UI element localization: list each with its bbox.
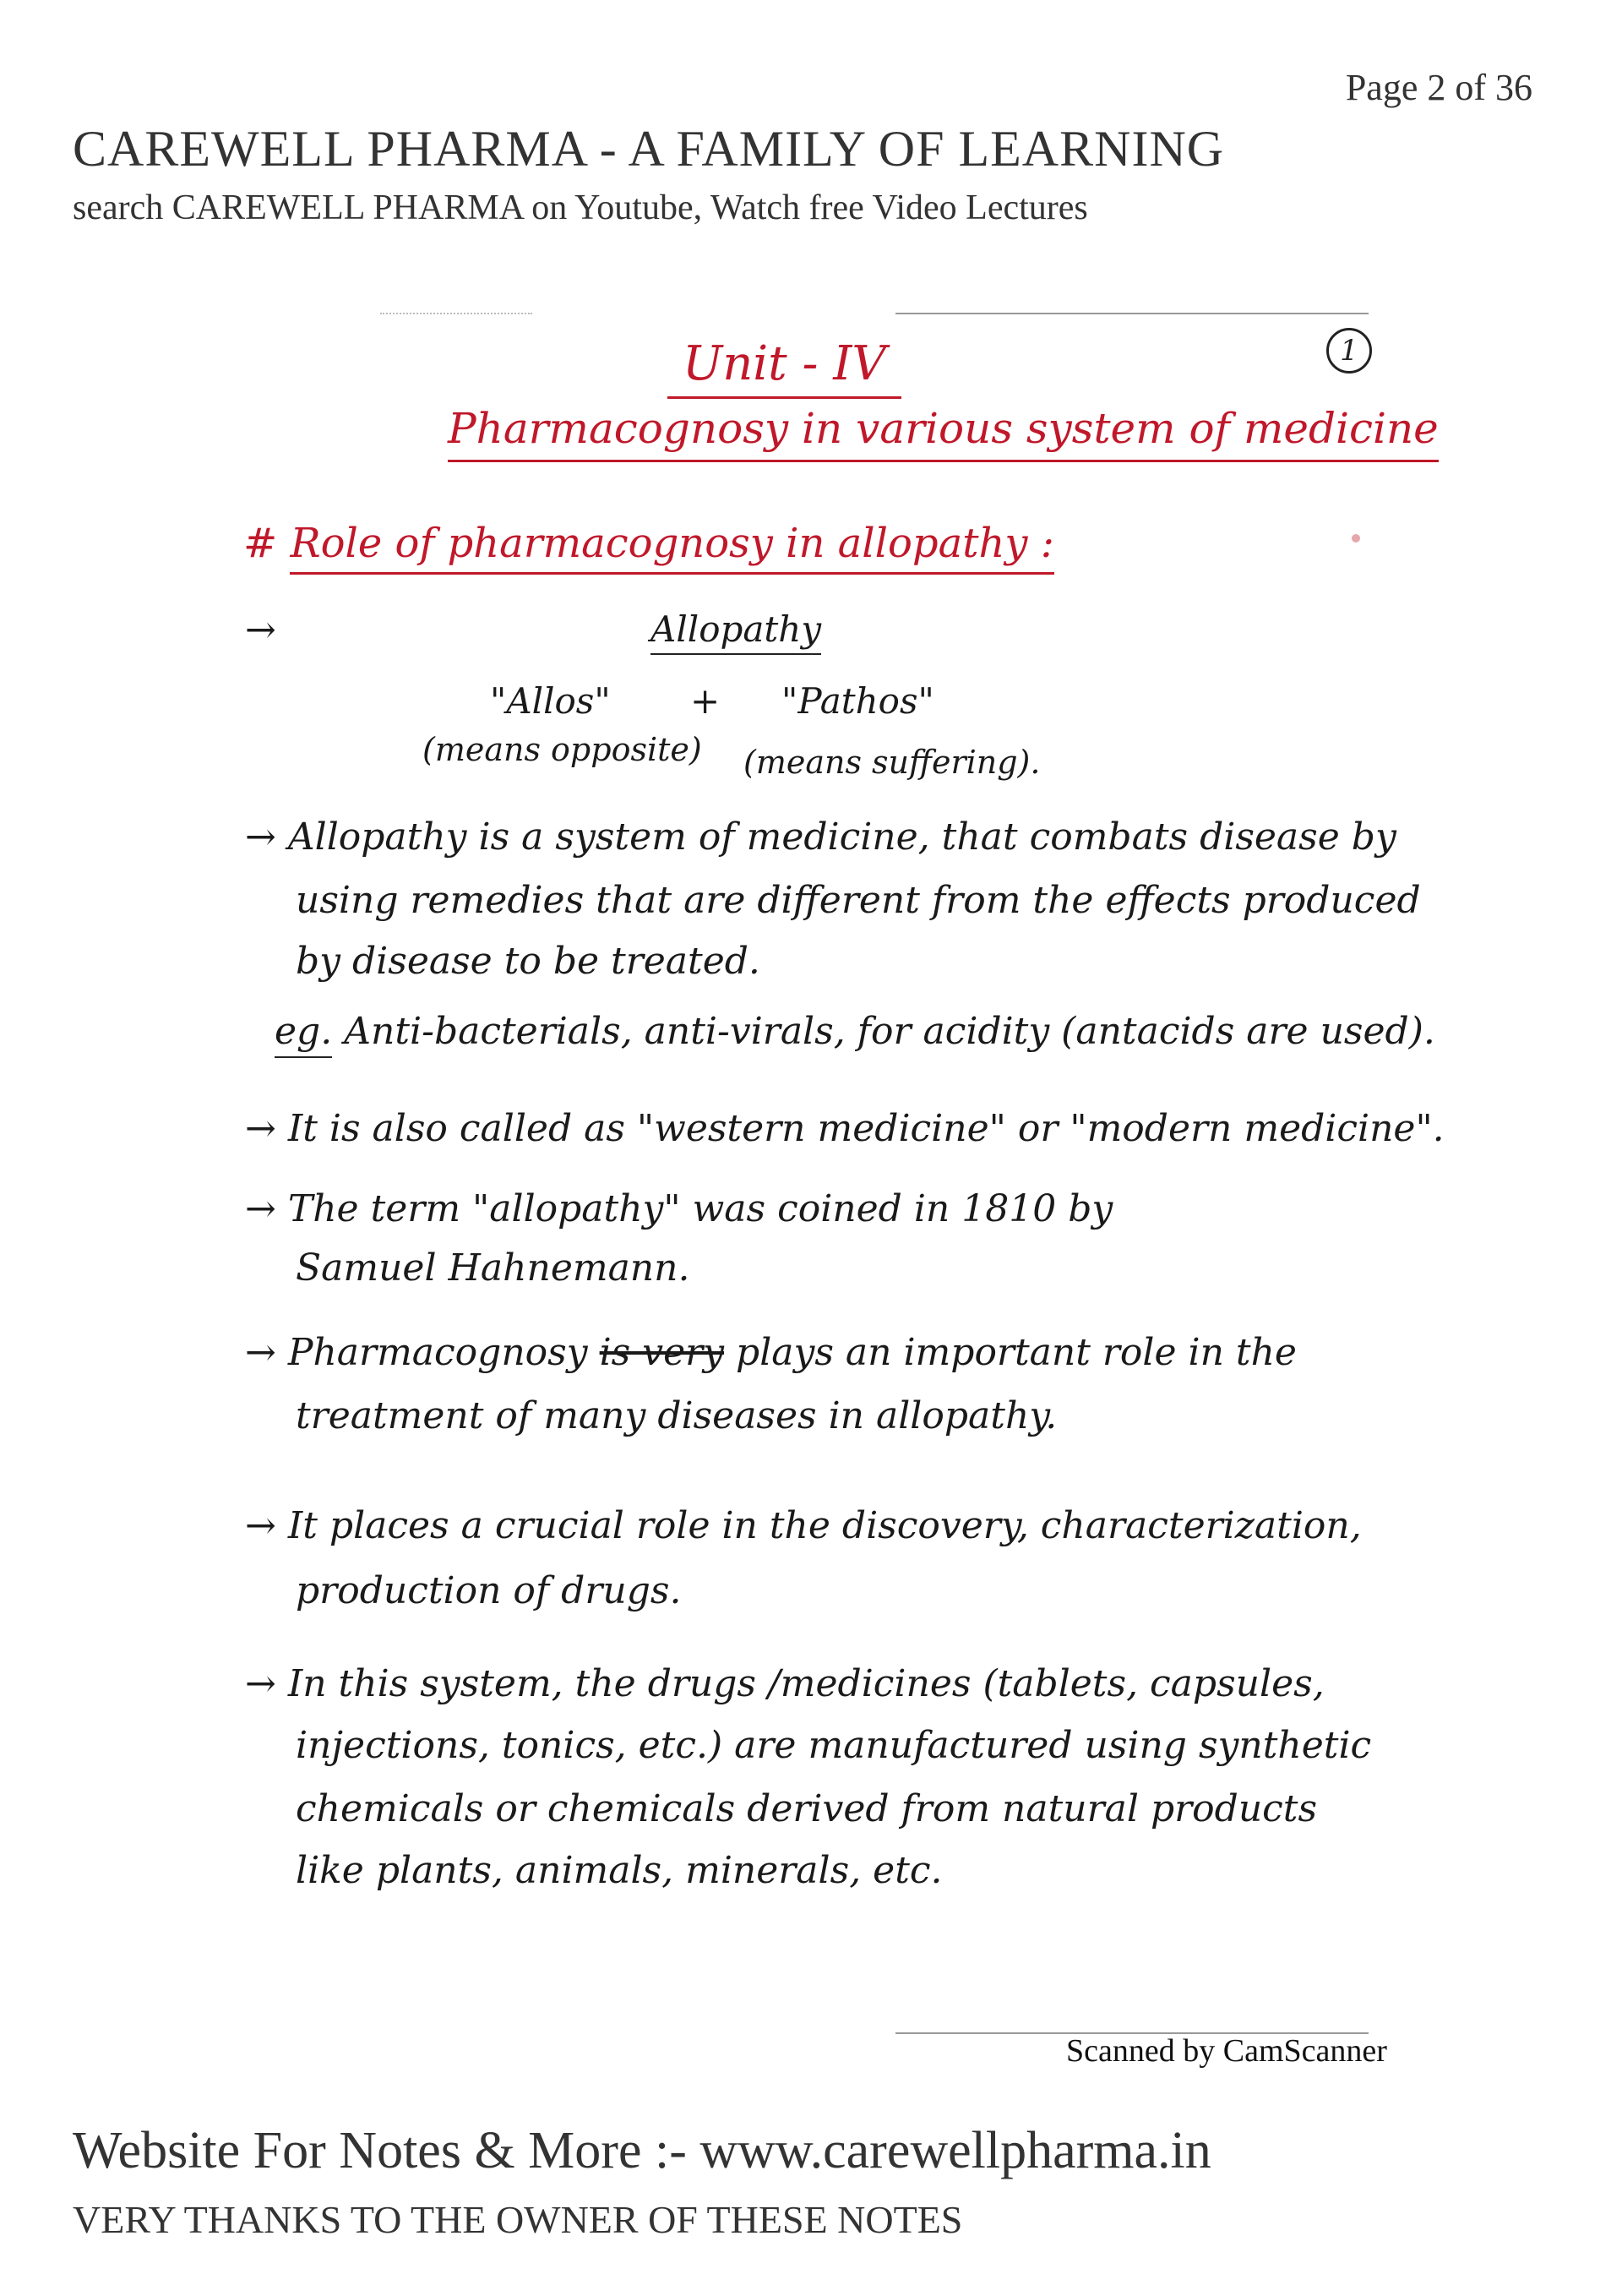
brand-subtitle: search CAREWELL PHARMA on Youtube, Watch free Video Lectures — [73, 188, 1088, 227]
note-line: chemicals or chemicals derived from natural products — [296, 1787, 1318, 1830]
footer-thanks: VERY THANKS TO THE OWNER OF THESE NOTES — [73, 2198, 963, 2241]
unit-title: Unit - IV — [667, 336, 901, 399]
plus-symbol: + — [690, 680, 721, 722]
root-allos-meaning: (means opposite) — [422, 731, 702, 768]
arrow-symbol: → — [245, 608, 276, 652]
root-pathos-meaning: (means suffering). — [743, 744, 1041, 781]
scanned-notes — [237, 304, 1445, 2045]
ink-mark — [1352, 534, 1360, 543]
pharmacognosy-start: → Pharmacognosy — [245, 1331, 588, 1374]
note-line: using remedies that are different from the effects produced — [296, 879, 1421, 922]
word-allopathy: Allopathy — [650, 608, 821, 655]
top-rule-dotted — [380, 313, 532, 314]
root-allos: "Allos" — [490, 680, 611, 722]
section-heading-text: Role of pharmacognosy in allopathy : — [290, 520, 1053, 575]
note-line: → It places a crucial role in the discovery, characterization, — [245, 1504, 1362, 1547]
note-line: production of drugs. — [296, 1569, 682, 1612]
note-line: → It is also called as "western medicine" or "modern medicine". — [245, 1107, 1445, 1150]
note-line: → Allopathy is a system of medicine, that combats disease by — [245, 815, 1396, 859]
top-rule — [895, 313, 1369, 314]
root-pathos: "Pathos" — [781, 680, 934, 722]
example-text: Anti-bacterials, anti-virals, for acidity (antacids are used). — [344, 1010, 1435, 1053]
struck-words: is very — [599, 1331, 725, 1374]
pharmacognosy-line — [245, 1331, 1297, 1374]
hash-symbol: # — [243, 520, 278, 567]
brand-title: CAREWELL PHARMA - A FAMILY OF LEARNING — [73, 121, 1225, 177]
note-line: like plants, animals, minerals, etc. — [296, 1849, 943, 1892]
note-line: → The term "allopathy" was coined in 1810 by — [245, 1187, 1113, 1230]
scanner-stamp: Scanned by CamScanner — [1066, 2033, 1387, 2069]
example-label: eg. — [275, 1010, 332, 1058]
footer-website: Website For Notes & More :- www.carewellpharma.in — [73, 2122, 1211, 2179]
pharmacognosy-end: plays an important role in the — [736, 1331, 1297, 1374]
example-line — [275, 1010, 1435, 1053]
note-line: treatment of many diseases in allopathy. — [296, 1394, 1058, 1437]
page-circle-number: 1 — [1326, 328, 1372, 374]
note-line: Samuel Hahnemann. — [296, 1246, 690, 1290]
page-number: Page 2 of 36 — [1345, 67, 1532, 108]
note-line: by disease to be treated. — [296, 940, 760, 983]
main-heading: Pharmacognosy in various system of medicine — [448, 404, 1439, 462]
note-line: → In this system, the drugs /medicines (tablets, capsules, — [245, 1662, 1325, 1705]
note-line: injections, tonics, etc.) are manufactured using synthetic — [296, 1724, 1372, 1767]
section-heading — [243, 520, 1054, 567]
